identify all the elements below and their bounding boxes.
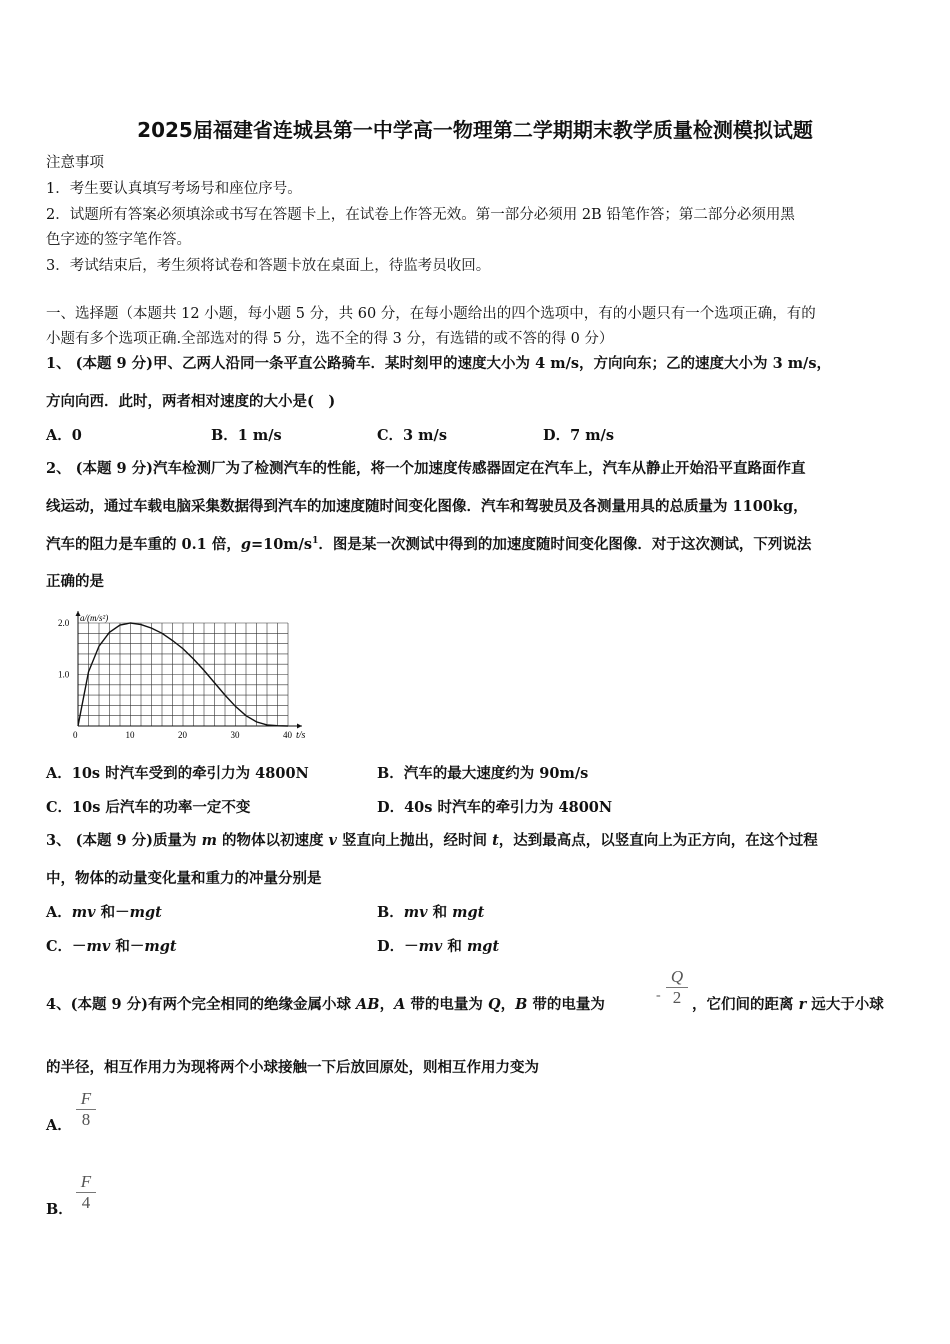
chart-x-tick-label: 20: [178, 730, 187, 740]
q1-option-a: A．0: [46, 427, 82, 444]
q4-option-b-label: B．: [46, 1201, 73, 1218]
q2-option-d: D．40s 时汽车的牵引力为 4800N: [377, 799, 613, 816]
chart-xlabel: t/s: [296, 730, 306, 741]
q4-charge-fraction: Q 2: [666, 968, 688, 1007]
chart-x-tick-label: 40: [283, 730, 292, 740]
q4-option-a-fraction: F 8: [76, 1090, 96, 1129]
q1-option-d: D．7 m/s: [543, 427, 615, 444]
q2-option-b: B．汽车的最大速度约为 90m/s: [377, 765, 589, 782]
q1-option-c: C．3 m/s: [377, 427, 447, 444]
q4-option-b-fraction: F 4: [76, 1173, 96, 1212]
notice-item-2-line-1: 2．试题所有答案必须填涂或书写在答题卡上，在试卷上作答无效。第一部分必须用 2B 铅笔作答；第二部分必须用黑: [46, 207, 795, 223]
q2-stem-line-3: 汽车的阻力是车重的 0.1 倍，$g=10m/s^1$．图是某一次测试中得到的加速度随时间变化图像．对于这次测试，下列说法: [46, 536, 812, 553]
q4-option-a-label: A．: [46, 1117, 72, 1134]
chart-x-axis-arrow: [297, 724, 302, 729]
q2-option-a: A．10s 时汽车受到的牵引力为 4800N: [46, 765, 309, 782]
q4-stem-line-1-part-2: ，它们间的距离 r 远大于小球: [692, 996, 884, 1013]
notice-item-3: 3．考试结束后，考生须将试卷和答题卡放在桌面上，待监考员收回。: [46, 258, 491, 274]
q3-stem-line-2: 中，物体的动量变化量和重力的冲量分别是: [46, 870, 322, 887]
section-heading-line-2: 小题有多个选项正确.全部选对的得 5 分，选不全的得 3 分，有选错的或不答的得 0 分）: [46, 331, 614, 347]
q1-stem-line-1: 1、 (本题 9 分)甲、乙两人沿同一条平直公路骑车．某时刻甲的速度大小为 4 m/s，方向向东；乙的速度大小为 3 m/s，: [46, 355, 832, 372]
q2-stem-line-1: 2、 (本题 9 分)汽车检测厂为了检测汽车的性能，将一个加速度传感器固定在汽车上，汽车从静止开始沿平直路面作直: [46, 460, 806, 477]
chart-y-tick-label: 2.0: [58, 618, 70, 628]
q2-stem-line-2: 线运动，通过车载电脑采集数据得到汽车的加速度随时间变化图像．汽车和驾驶员及各测量用具的总质量为 1100kg，: [46, 498, 808, 515]
q4-stem-line-1-part-1: 4、(本题 9 分)有两个完全相同的绝缘金属小球 AB，A 带的电量为 Q，B 带的电量为: [46, 996, 605, 1013]
acceleration-time-chart: [46, 605, 316, 745]
q3-stem-line-1: 3、 (本题 9 分)质量为 m 的物体以初速度 v 竖直向上抛出，经时间 t，达到最高点，以竖直向上为正方向，在这个过程: [46, 832, 818, 849]
chart-x-tick-label: 30: [230, 730, 240, 740]
q2-option-c: C．10s 后汽车的功率一定不变: [46, 799, 251, 816]
q3-option-d: D．－mv 和 mgt: [377, 938, 500, 955]
notice-heading: 注意事项: [46, 155, 104, 171]
q3-option-c: C．－mv 和－mgt: [46, 938, 177, 955]
section-heading-line-1: 一、选择题（本题共 12 小题，每小题 5 分，共 60 分，在每小题给出的四个选项中，有的小题只有一个选项正确，有的: [46, 306, 816, 322]
notice-item-1: 1．考生要认真填写考场号和座位序号。: [46, 181, 302, 197]
q4-stem-line-2: 的半径，相互作用力为现将两个小球接触一下后放回原处，则相互作用力变为: [46, 1059, 539, 1076]
q1-option-b: B．1 m/s: [211, 427, 282, 444]
chart-grid: [78, 623, 288, 726]
q4-minus-sign: -: [656, 988, 661, 1003]
q3-option-a: A．mv 和－mgt: [46, 904, 162, 921]
q3-option-b: B．mv 和 mgt: [377, 904, 485, 921]
chart-ylabel: a/(m/s²): [80, 613, 109, 623]
q1-stem-line-2: 方向向西．此时，两者相对速度的大小是( ): [46, 393, 336, 410]
page-title: 2025届福建省连城县第一中学高一物理第二学期期末教学质量检测模拟试题: [137, 118, 813, 142]
chart-x-tick-label: 0: [73, 730, 78, 740]
chart-x-tick-label: 10: [125, 730, 135, 740]
notice-item-2-line-2: 色字迹的签字笔作答。: [46, 232, 191, 248]
q2-stem-line-4: 正确的是: [46, 573, 104, 590]
chart-y-tick-label: 1.0: [58, 669, 70, 680]
